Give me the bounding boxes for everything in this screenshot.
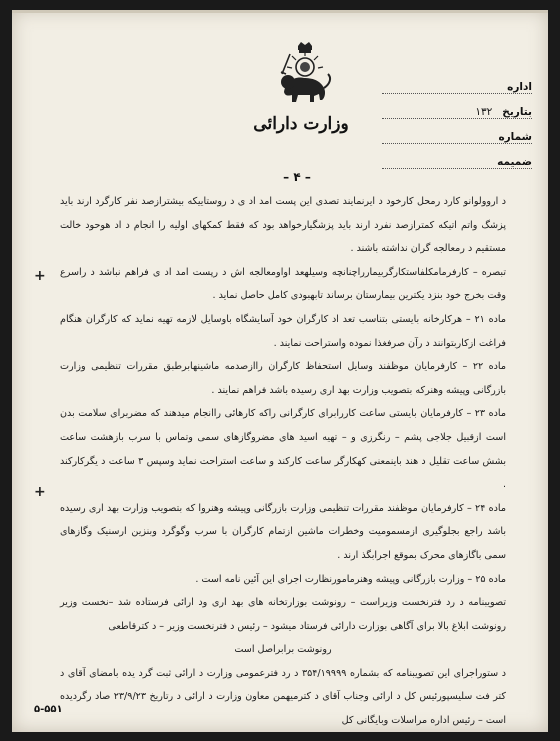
date-value: ۱۳۲ [475, 106, 493, 118]
letterhead-fields [382, 72, 532, 172]
attachment-label: ضمیمه [497, 156, 532, 168]
paragraph-article-24: ماده ۲۴ – کارفرمایان موظفند مقررات تنظیمی وزارت بازرگانی وپیشه وهنروا که بتصویب وزارت بهد اری رسیده باشد راجع بجلوگیری ازمسمومیت وخطرات ماشین ازتمام کارگران با سرب وگوگرد وبنزین ارسنیک وگازهای سمی باگازهای محرک بموقع اجرابگذ ارند . [60, 502, 506, 561]
attachment-field [382, 147, 532, 169]
number-label: شماره [498, 131, 532, 143]
paragraph-article-25: ماده ۲۵ – وزارت بازرگانی وپیشه وهنرمامورنظارت اجرای این آئین نامه است . [195, 573, 506, 585]
office-label: اداره [507, 81, 532, 93]
paragraph-execution-order: د ستوراجرای این تصویبنامه که بشماره ۳۵۴/۱۹۹۹۹ د رد فترعمومی وزارت د ارائی ثبت گرد یده بامضای آقای د کتر فت سلیسپورئیس کل د ارائی وجناب آقای د کترمیهمن معاون وزارت د ارائی د رتاریخ ۲۳/۹/۲۳ صاد رگردیده است – رئیس اداره مراسلات وبایگانی کل [60, 667, 506, 727]
paragraph-article-23: ماده ۲۳ – کارفرمایان بایستی ساعت کاررابرای کارگرانی راکه کارهائی راانجام میدهند که مضربرای سلامت بدن است ازقبیل جلاجی پشم – رنگرزی و – تهیه اسید های مضروگازهای سمی وتماس با سرب بازهشت ساعت بشش ساعت تقلیل د هند باینمعنی کهکارگر ساعت کارکند و ساعت استراحت نماید وسپس ۳ ساعت د یگرکارکند . [60, 408, 506, 491]
margin-mark: + [34, 484, 46, 500]
paragraph-decree-copy: تصویبنامه د رد فترنخست وزیراست – رونوشت بوزارتخانه های بهد اری ود ارائی فرستاده شد –نخست وزیر رونوشت ابلاغ بالا برای آگاهی بوزارت دارائی فرستاد میشود – رئیس د فترنخست وزیر – د کترقاطعی [60, 597, 506, 632]
margin-mark: + [34, 268, 46, 284]
page-top-edge [12, 10, 548, 13]
paragraph-true-copy: رونوشت برابراصل است [234, 644, 332, 656]
paragraph-note: تبصره – کارفرمامکلفاستکارگربیمارراچنانچه وسیلهعد اواومعالجه اش د رپست امد اد ی فراهم نباشد د راسرع وقت بخرج خود بنزد یکترین بیمارستان برساند تابهبودی کامل حاصل نماید . [60, 266, 506, 302]
paragraph-article-22: ماده ۲۲ – کارفرمایان موظفند وسایل استحفاظ کارگران راازصدمه ماشینهابرطبق مقررات تنظیمی وزارت بازرگانی وپیشه وهنرکه بتصویب وزارت بهد اری رسیده باشد فراهم نمایند . [60, 361, 506, 396]
document-page [12, 10, 548, 732]
paragraph-article-21: ماده ۲۱ – هرکارخانه بایستی بتناسب تعد اد کارگران خود آسایشگاه باوسایل لازمه تهیه نماید که کارگران هنگام فراغت ازکاربتوانند د رآن صرفغذا نموده واستراحت نمایند . [60, 313, 506, 349]
paragraph-intro: د اروولوانو کارد رمحل کارخود د ایرنمایند تصدی این پست امد اد ی د روستاییکه بیشترازصد نفر کارگرد ارند باید پزشگ واتم اتیکه کمترازصد نفرد ارند باید پزشگیارخواهد بود که فقط کمکهای اولیه را انجام د اد هوحود خالت مستقیم د رمعالجه گران نداشته باشند . [60, 196, 506, 255]
ministry-title: وزارت دارائی [253, 114, 349, 134]
office-field [382, 72, 532, 94]
page-number: – ۴ – [283, 170, 311, 184]
document-body [60, 190, 506, 732]
date-field [382, 97, 532, 119]
number-field [382, 122, 532, 144]
form-code: ۵-۵۵۱ [34, 704, 63, 715]
lion-and-sun-emblem-icon [270, 40, 340, 110]
date-label: بتاریخ [502, 106, 532, 118]
